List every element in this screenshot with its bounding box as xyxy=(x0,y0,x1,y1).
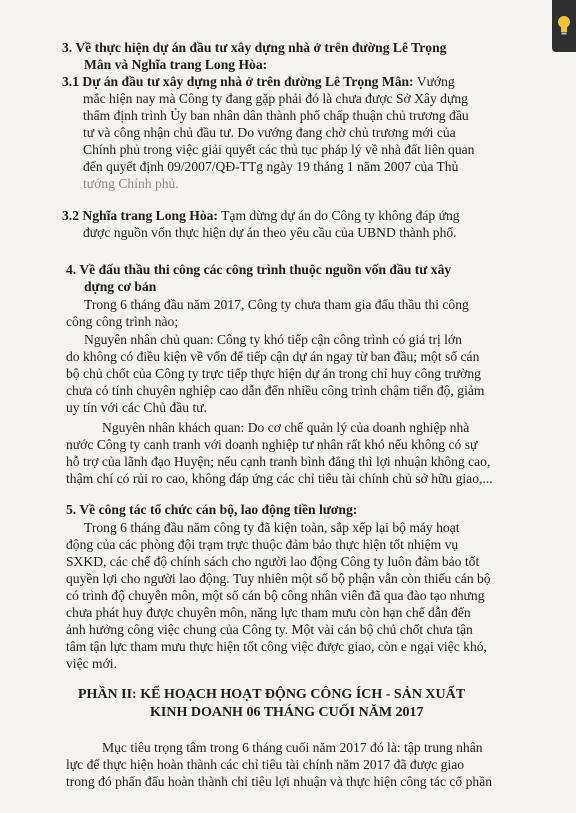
subsection-3-1-label: 3.1 Dự án đầu tư xây dựng nhà ở trên đường Lê Trọng Mân: xyxy=(62,74,414,89)
subsection-3-1-line: mắc hiện nay mà Công ty đang gặp phải đó là chưa được Sở Xây dựng xyxy=(83,91,468,106)
section5-line: ảnh hưởng công việc chung của Công ty. Một vài cán bộ chủ chốt chưa tận xyxy=(66,622,473,637)
section4-line: chưa có tính chuyên nghiệp cao dẫn đến nhiều công trình chậm tiến độ, giảm xyxy=(66,383,485,398)
subsection-3-2-line1 xyxy=(62,208,460,224)
section4-line: Trong 6 tháng đầu năm 2017, Công ty chưa tham gia đấu thầu thi công xyxy=(84,297,469,312)
section4-line: do không có điều kiện về vốn để tiếp cận dự án ngay từ ban đầu; một số cán xyxy=(66,349,480,364)
subsection-3-2-label: 3.2 Nghĩa trang Long Hòa: xyxy=(62,208,218,223)
part2-line: trong đó phấn đấu hoàn thành chỉ tiêu lợi nhuận và thực hiện công tác cổ phần xyxy=(66,774,493,789)
subsection-3-1-line: tướng Chính phủ. xyxy=(83,176,179,191)
part2-line: lực để thực hiện hoàn thành các chỉ tiêu tài chính năm 2017 đã được giao xyxy=(66,757,465,772)
subsection-3-1-line: tư và công nhận chủ đầu tư. Do vướng đang chờ chủ trương mới của xyxy=(83,125,456,140)
section5-line: quyền lợi cho người lao động. Tuy nhiên một số bộ phận vẫn còn thiếu cán bộ xyxy=(66,571,491,586)
section4-line: nước Công ty canh tranh với doanh nghiệp tư nhân rất khó nếu không có sự xyxy=(66,437,478,452)
section4-line: công công trình nào; xyxy=(66,314,179,329)
section5-line: việc mới. xyxy=(66,656,117,671)
section5-line: tâm tận lực tham mưu thực hiện tốt công việc được giao, còn e ngại việc khó, xyxy=(66,639,487,654)
section3-heading-line1: 3. Về thực hiện dự án đầu tư xây dựng nhà ở trên đường Lê Trọng xyxy=(62,40,447,55)
section5-line: động của các phòng đội trạm trực thuộc đảm bảo thực hiện tốt nhiệm vụ xyxy=(66,537,459,552)
subsection-3-1-text: Vướng xyxy=(413,74,455,89)
part2-title-line1: PHẦN II: KẾ HOẠCH HOẠT ĐỘNG CÔNG ÍCH - SẢN XUẤT xyxy=(78,687,466,702)
section3-heading-line2: Mân và Nghĩa trang Long Hòa: xyxy=(84,57,268,72)
subsection-3-1-line: đến quyết định 09/2007/QĐ-TTg ngày 19 tháng 1 năm 2007 của Thủ xyxy=(83,159,459,174)
section4-line: Nguyên nhân chủ quan: Công ty khó tiếp cận công trình có giá trị lớn xyxy=(84,332,462,347)
subsection-3-1-line1 xyxy=(62,74,455,90)
section4-line: hỗ trợ của lãnh đạo Huyện; nếu cạnh tranh bình đẳng thì lợi nhuận không cao, xyxy=(66,454,491,469)
part2-line: Mục tiêu trọng tâm trong 6 tháng cuối năm 2017 đó là: tập trung nhân xyxy=(102,740,483,755)
subsection-3-2-text: Tạm dừng dự án do Công ty không đáp ứng xyxy=(217,208,460,223)
section4-line: thậm chí có rủi ro cao, không đáp ứng các chỉ tiêu tài chính chủ sở hữu giao,... xyxy=(66,471,493,486)
section5-line: SXKD, các chế độ chính sách cho người lao động Công ty luôn đảm bảo tốt xyxy=(66,554,480,569)
section5-line: có trình độ chuyên môn, một số cán bộ công nhân viên đã qua đào tạo nhưng xyxy=(66,588,485,603)
section4-heading-line2: dựng cơ bản xyxy=(84,279,157,294)
section5-heading: 5. Về công tác tổ chức cán bộ, lao động tiền lương: xyxy=(66,502,358,517)
section4-heading-line1: 4. Về đấu thầu thi công các công trình thuộc nguồn vốn đầu tư xây xyxy=(66,262,452,277)
corner-tab[interactable] xyxy=(552,0,576,52)
part2-title-line2: KINH DOANH 06 THÁNG CUỐI NĂM 2017 xyxy=(150,705,424,720)
section5-line: Trong 6 tháng đầu năm công ty đã kiện toàn, sắp xếp lại bộ máy hoạt xyxy=(84,520,460,535)
subsection-3-1-line: Chính phủ trong việc giải quyết các thủ tục pháp lý về nhà đất liên quan xyxy=(83,142,475,157)
section5-line: chưa phát huy được chuyên môn, năng lực tham mưu còn hạn chế dẫn đến xyxy=(66,605,471,620)
lightbulb-icon[interactable] xyxy=(556,14,572,36)
subsection-3-2-line: được nguồn vốn thực hiện dự án theo yêu cầu của UBND thành phố. xyxy=(83,225,457,240)
section4-line: bộ chủ chốt của Công ty trực tiếp thực hiện dự án trong chỉ huy công trường xyxy=(66,366,481,381)
section4-line: Nguyên nhân khách quan: Do cơ chế quản lý của doanh nghiệp nhà xyxy=(102,420,470,435)
subsection-3-1-line: thẩm định trình Ủy ban nhân dân thành phố chấp thuận chủ trương đầu xyxy=(83,108,469,123)
section4-line: uy tín với các Chủ đầu tư. xyxy=(66,400,208,415)
